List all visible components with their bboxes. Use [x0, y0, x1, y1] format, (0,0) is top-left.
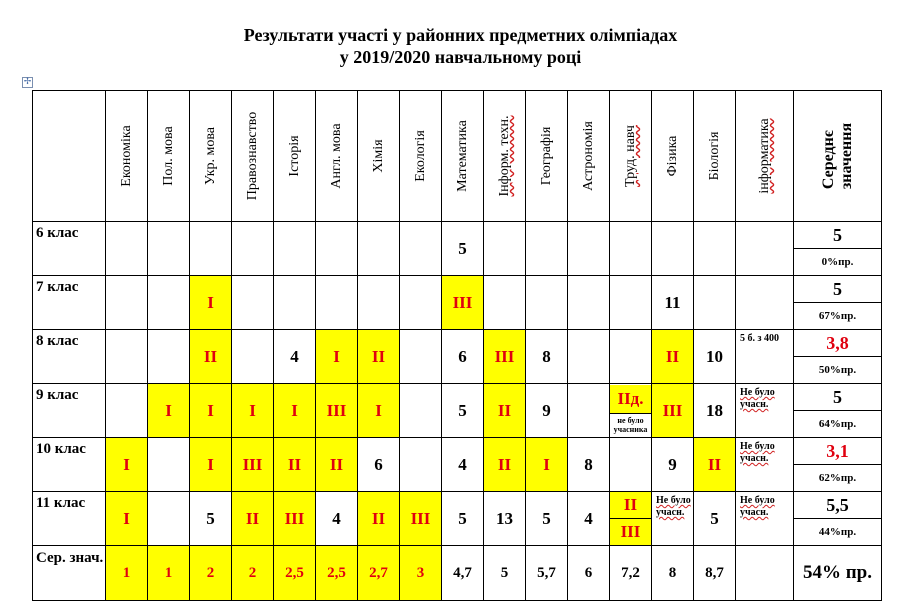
- result-cell: I: [190, 438, 232, 492]
- subject-header-label: інформатика: [756, 118, 772, 194]
- result-cell: [694, 222, 736, 276]
- result-cell: 10: [694, 330, 736, 384]
- average-cell: [794, 384, 882, 438]
- subject-header-label: Фізика: [664, 135, 680, 177]
- average-header-line: Середнє: [819, 130, 837, 190]
- result-cell: [400, 438, 442, 492]
- summary-value-cell: 5: [484, 546, 526, 601]
- result-cell: [568, 222, 610, 276]
- result-cell: [610, 384, 652, 438]
- result-cell: [106, 276, 148, 330]
- result-cell: [274, 276, 316, 330]
- subject-header-cell: [568, 91, 610, 222]
- result-cell: I: [526, 438, 568, 492]
- result-cell: [106, 222, 148, 276]
- summary-value-cell: 4,7: [442, 546, 484, 601]
- result-cell: [358, 276, 400, 330]
- result-cell: [400, 330, 442, 384]
- result-cell: 18: [694, 384, 736, 438]
- page-subtitle: у 2019/2020 навчальному році: [339, 47, 582, 67]
- result-cell: [610, 438, 652, 492]
- row-label-cell: 10 клас: [33, 438, 106, 492]
- average-cell: [794, 330, 882, 384]
- result-cell: [400, 276, 442, 330]
- result-note: 5 б. з 400: [740, 333, 780, 344]
- result-cell: 9: [652, 438, 694, 492]
- summary-value-cell: 2,5: [316, 546, 358, 601]
- result-value: II: [610, 492, 651, 519]
- result-cell: II: [694, 438, 736, 492]
- summary-row: [33, 546, 882, 601]
- result-cell: 4: [442, 438, 484, 492]
- result-note-cell: [736, 492, 794, 546]
- result-cell: II: [190, 330, 232, 384]
- average-cell: [794, 492, 882, 546]
- result-cell: 8: [526, 330, 568, 384]
- result-cell: III: [232, 438, 274, 492]
- result-cell: II: [316, 438, 358, 492]
- result-cell: [694, 276, 736, 330]
- result-cell: [610, 222, 652, 276]
- summary-value-cell: 1: [148, 546, 190, 601]
- row-label-cell: 7 клас: [33, 276, 106, 330]
- result-cell: II: [484, 384, 526, 438]
- result-cell: [736, 276, 794, 330]
- subject-header-label: Економіка: [118, 125, 134, 187]
- result-cell: [148, 438, 190, 492]
- average-percent: 64%пр.: [818, 418, 857, 430]
- result-cell: 5: [442, 384, 484, 438]
- result-cell: III: [442, 276, 484, 330]
- result-note: Не було учасн.: [656, 495, 691, 518]
- result-cell: 4: [568, 492, 610, 546]
- result-cell: I: [190, 384, 232, 438]
- average-cell: [794, 438, 882, 492]
- average-header-line: значення: [837, 122, 855, 190]
- subject-header-label: Історія: [286, 135, 302, 177]
- average-percent: 50%пр.: [818, 364, 857, 376]
- subject-header-label: Інформ. техн.: [496, 115, 512, 197]
- subject-header-label: Математика: [454, 120, 470, 192]
- summary-value-cell: 2: [190, 546, 232, 601]
- subject-header-label: Біологія: [706, 131, 722, 181]
- result-cell: [610, 330, 652, 384]
- summary-value-cell: 8,7: [694, 546, 736, 601]
- subject-header-cell: [652, 91, 694, 222]
- subject-header-label: Англ. мова: [328, 123, 344, 189]
- result-cell: I: [274, 384, 316, 438]
- subject-header-label: Правознавство: [244, 111, 260, 201]
- subject-header-cell: [736, 91, 794, 222]
- result-cell: 5: [694, 492, 736, 546]
- result-cell: I: [358, 384, 400, 438]
- subject-header-label: Пол. мова: [160, 126, 176, 186]
- results-table: [32, 90, 882, 601]
- table-row: [33, 330, 882, 384]
- result-cell: I: [232, 384, 274, 438]
- subject-header-label: Укр. мова: [202, 127, 218, 185]
- subject-header-cell: [358, 91, 400, 222]
- result-cell: I: [148, 384, 190, 438]
- row-label-cell: 11 клас: [33, 492, 106, 546]
- result-cell: [400, 222, 442, 276]
- result-cell: 4: [274, 330, 316, 384]
- subject-header-label: Хімія: [370, 139, 386, 173]
- summary-value-cell: 8: [652, 546, 694, 601]
- summary-value-cell: 5,7: [526, 546, 568, 601]
- result-cell: [610, 492, 652, 546]
- result-cell: [652, 222, 694, 276]
- result-note-cell: [736, 384, 794, 438]
- average-header-label: [820, 123, 856, 189]
- table-move-handle-icon[interactable]: ✢: [23, 77, 32, 87]
- result-cell: [610, 276, 652, 330]
- result-cell: I: [106, 438, 148, 492]
- average-value: 3,8: [794, 330, 881, 357]
- result-cell: III: [274, 492, 316, 546]
- summary-value-cell: 2: [232, 546, 274, 601]
- result-cell: II: [652, 330, 694, 384]
- subject-header-label: Астрономія: [580, 121, 596, 191]
- result-cell: [148, 330, 190, 384]
- summary-value-cell: 3: [400, 546, 442, 601]
- table-row: [33, 492, 882, 546]
- result-value: IIд.: [610, 385, 651, 414]
- summary-value-cell: 6: [568, 546, 610, 601]
- result-cell: 6: [358, 438, 400, 492]
- result-cell: [190, 222, 232, 276]
- result-cell: [232, 222, 274, 276]
- header-corner-cell: [33, 91, 106, 222]
- subject-header-label: Труд. навч: [622, 125, 638, 187]
- subject-header-cell: [694, 91, 736, 222]
- result-cell: 13: [484, 492, 526, 546]
- result-cell: [568, 384, 610, 438]
- subject-header-cell: [232, 91, 274, 222]
- summary-value-cell: 1: [106, 546, 148, 601]
- result-cell: [526, 222, 568, 276]
- result-cell: [316, 276, 358, 330]
- table-row: [33, 438, 882, 492]
- subject-header-cell: [610, 91, 652, 222]
- summary-value-cell: 2,7: [358, 546, 400, 601]
- average-cell: [794, 222, 882, 276]
- result-cell: [484, 222, 526, 276]
- result-cell: I: [190, 276, 232, 330]
- result-cell: 6: [442, 330, 484, 384]
- result-cell: [232, 330, 274, 384]
- average-value: 5: [794, 384, 881, 411]
- subject-header-cell: [190, 91, 232, 222]
- table-row: [33, 276, 882, 330]
- result-cell: 9: [526, 384, 568, 438]
- result-cell: [148, 222, 190, 276]
- result-cell: II: [484, 438, 526, 492]
- average-value: 3,1: [794, 438, 881, 465]
- result-cell: 4: [316, 492, 358, 546]
- row-label-cell: 6 клас: [33, 222, 106, 276]
- result-value: III: [610, 519, 651, 545]
- result-cell: 5: [190, 492, 232, 546]
- result-cell: [568, 330, 610, 384]
- summary-value-cell: 2,5: [274, 546, 316, 601]
- average-percent: 44%пр.: [818, 526, 857, 538]
- subject-header-cell: [274, 91, 316, 222]
- summary-label-cell: Сер. знач.: [33, 546, 106, 601]
- average-percent: 67%пр.: [818, 310, 857, 322]
- result-cell: III: [316, 384, 358, 438]
- result-cell: [568, 276, 610, 330]
- result-cell: [106, 384, 148, 438]
- average-value: 5: [794, 222, 881, 249]
- result-cell: II: [232, 492, 274, 546]
- result-cell: II: [358, 492, 400, 546]
- result-cell: [316, 222, 358, 276]
- subject-header-label: Географія: [538, 126, 554, 186]
- subject-header-cell: [148, 91, 190, 222]
- result-note-cell: [736, 438, 794, 492]
- result-cell: II: [274, 438, 316, 492]
- subject-header-cell: [484, 91, 526, 222]
- result-cell: 11: [652, 276, 694, 330]
- result-cell: I: [106, 492, 148, 546]
- row-label-cell: 9 клас: [33, 384, 106, 438]
- table-row: [33, 384, 882, 438]
- result-cell: I: [316, 330, 358, 384]
- subject-header-cell: [106, 91, 148, 222]
- summary-average-cell: 54% пр.: [794, 546, 882, 601]
- result-cell: 5: [442, 222, 484, 276]
- subject-header-cell: [316, 91, 358, 222]
- average-percent: 0%пр.: [821, 256, 854, 268]
- result-note: Не було учасн.: [740, 387, 775, 410]
- subject-header-cell: [400, 91, 442, 222]
- result-note: Не було учасн.: [740, 441, 775, 464]
- average-cell: [794, 276, 882, 330]
- result-note-cell: [652, 492, 694, 546]
- result-cell: III: [652, 384, 694, 438]
- average-percent: 62%пр.: [818, 472, 857, 484]
- result-cell: [358, 222, 400, 276]
- result-cell: 5: [526, 492, 568, 546]
- row-label-cell: 8 клас: [33, 330, 106, 384]
- result-cell: [106, 330, 148, 384]
- summary-value-cell: [736, 546, 794, 601]
- result-cell: [274, 222, 316, 276]
- result-cell: [148, 276, 190, 330]
- average-value: 5: [794, 276, 881, 303]
- result-cell: [736, 222, 794, 276]
- result-note: Не було учасн.: [740, 495, 775, 518]
- result-note: не було учасника: [613, 416, 648, 434]
- result-cell: II: [358, 330, 400, 384]
- subject-header-cell: [442, 91, 484, 222]
- result-cell: 8: [568, 438, 610, 492]
- summary-value-cell: 7,2: [610, 546, 652, 601]
- page-title: Результати участі у районних предметних олімпіадах: [243, 25, 678, 45]
- header-row: [33, 91, 882, 222]
- subject-header-cell: [526, 91, 568, 222]
- average-header-cell: [794, 91, 882, 222]
- average-value: 5,5: [794, 492, 881, 519]
- result-cell: [148, 492, 190, 546]
- result-cell: [484, 276, 526, 330]
- subject-header-label: Екологія: [412, 130, 428, 182]
- result-cell: [400, 384, 442, 438]
- result-cell: III: [484, 330, 526, 384]
- result-cell: 5: [442, 492, 484, 546]
- table-row: [33, 222, 882, 276]
- result-note-cell: [736, 330, 794, 384]
- result-cell: III: [400, 492, 442, 546]
- result-cell: [526, 276, 568, 330]
- result-cell: [232, 276, 274, 330]
